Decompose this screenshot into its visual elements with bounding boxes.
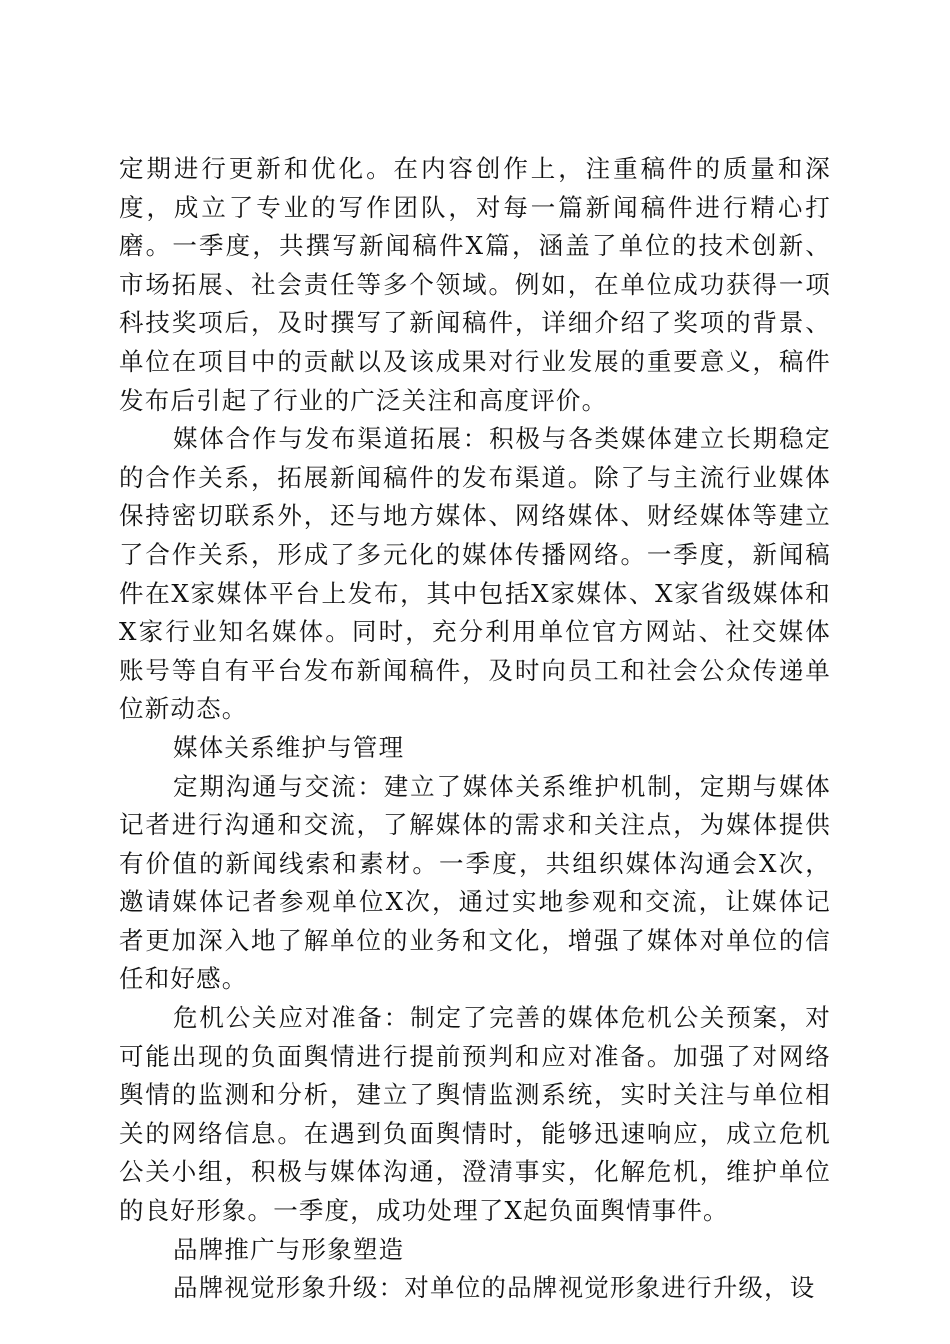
paragraph-brand-visual-upgrade: 品牌视觉形象升级：对单位的品牌视觉形象进行升级，设 [173, 1273, 816, 1303]
document-body [119, 150, 831, 1308]
paragraph-crisis-pr: 危机公关应对准备：制定了完善的媒体危机公关预案，对可能出现的负面舆情进行提前预判和应对准备。加强了对网络舆情的监测和分析，建立了舆情监测系统，实时关注与单位相关的网络信息。在遇到负面舆情时，能够迅速响应，成立危机公关小组，积极与媒体沟通，澄清事实，化解危机，维护单位的良好形象。一季度，成功处理了X起负面舆情事件。 [119, 1003, 831, 1226]
paragraph-regular-communication: 定期沟通与交流：建立了媒体关系维护机制，定期与媒体记者进行沟通和交流，了解媒体的需求和关注点，为媒体提供有价值的新闻线索和素材。一季度，共组织媒体沟通会X次，邀请媒体记者参观单位X次，通过实地参观和交流，让媒体记者更加深入地了解单位的业务和文化，增强了媒体对单位的信任和好感。 [119, 771, 831, 994]
paragraph-media-cooperation: 媒体合作与发布渠道拓展：积极与各类媒体建立长期稳定的合作关系，拓展新闻稿件的发布渠道。除了与主流行业媒体保持密切联系外，还与地方媒体、网络媒体、财经媒体等建立了合作关系，形成了多元化的媒体传播网络。一季度，新闻稿件在X家媒体平台上发布，其中包括X家媒体、X家省级媒体和X家行业知名媒体。同时，充分利用单位官方网站、社交媒体账号等自有平台发布新闻稿件，及时向员工和社会公众传递单位新动态。 [119, 424, 831, 724]
section-heading-media-relations: 媒体关系维护与管理 [173, 732, 405, 762]
paragraph-content-update: 定期进行更新和优化。在内容创作上，注重稿件的质量和深度，成立了专业的写作团队，对每一篇新闻稿件进行精心打磨。一季度，共撰写新闻稿件X篇，涵盖了单位的技术创新、市场拓展、社会责任等多个领域。例如，在单位成功获得一项科技奖项后，及时撰写了新闻稿件，详细介绍了奖项的背景、单位在项目中的贡献以及该成果对行业发展的重要意义，稿件发布后引起了行业的广泛关注和高度评价。 [119, 154, 831, 415]
section-heading-brand-promotion: 品牌推广与形象塑造 [173, 1234, 405, 1264]
